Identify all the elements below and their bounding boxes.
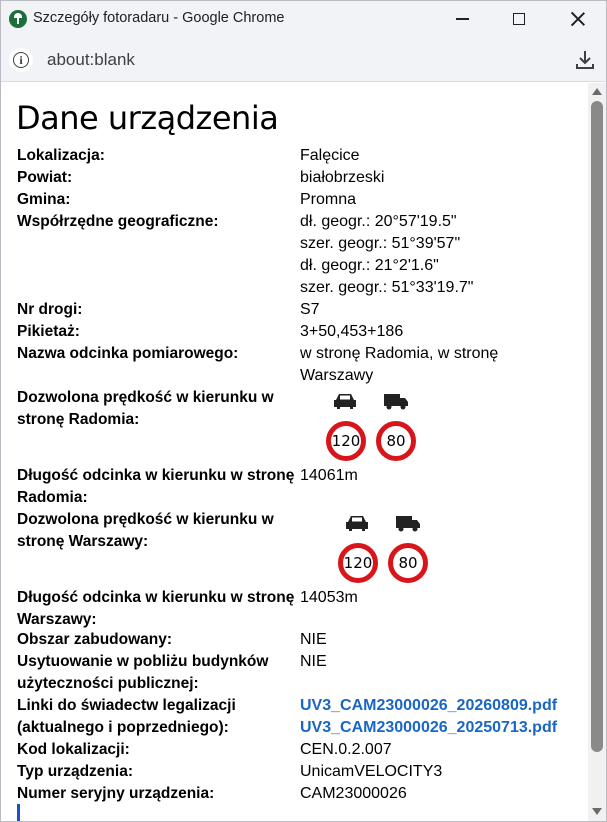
- speed-sign-truck: 80: [388, 543, 428, 583]
- car-icon: [331, 391, 359, 411]
- location-code-value: CEN.0.2.007: [300, 741, 392, 758]
- coordinates-line: szer. geogr.: 51°33'19.7": [300, 279, 474, 296]
- segment-length-radom-label: Długość odcinka w kierunku w stronę Radomia:: [17, 467, 295, 506]
- speed-limit-warsaw-label: Dozwolona prędkość w kierunku w stronę Warszawy:: [17, 511, 274, 550]
- close-button[interactable]: [553, 0, 603, 38]
- location-code-label: Kod lokalizacji:: [17, 741, 130, 758]
- speed-camera-app-icon: [9, 10, 27, 28]
- speed-sign-car: 120: [338, 543, 378, 583]
- segment-length-warsaw-value: 14053m: [300, 589, 358, 606]
- truck-icon: [394, 513, 422, 533]
- legalization-links-label: Linki do świadectw legalizacji (aktualnego i poprzedniego):: [17, 697, 236, 736]
- scroll-up-arrow-icon[interactable]: [592, 88, 602, 95]
- page-title: Dane urządzenia: [16, 99, 279, 137]
- truck-icon: [382, 391, 410, 411]
- coordinates-label: Współrzędne geograficzne:: [17, 213, 219, 230]
- speed-sign-truck: 80: [376, 421, 416, 461]
- car-icon: [343, 513, 371, 533]
- segment-name-value: w stronę Radomia, w stronę Warszawy: [300, 345, 499, 384]
- road-value: S7: [300, 301, 320, 318]
- serial-number-value: CAM23000026: [300, 785, 407, 802]
- scrollbar-thumb[interactable]: [591, 101, 603, 752]
- public-building-value: NIE: [300, 653, 327, 670]
- commune-value: Promna: [300, 191, 357, 208]
- chainage-value: 3+50,453+186: [300, 323, 404, 340]
- maximize-icon: [513, 13, 525, 25]
- minimize-button[interactable]: [437, 0, 487, 38]
- location-label: Lokalizacja:: [17, 147, 105, 164]
- segment-length-radom-value: 14061m: [300, 467, 358, 484]
- serial-number-label: Numer seryjny urządzenia:: [17, 785, 215, 802]
- built-up-area-label: Obszar zabudowany:: [17, 631, 173, 648]
- road-label: Nr drogi:: [17, 301, 83, 318]
- legalization-link-current: [300, 695, 585, 717]
- text-cursor-marker: [17, 804, 20, 822]
- built-up-area-value: NIE: [300, 631, 327, 648]
- info-icon[interactable]: i: [9, 48, 33, 72]
- scroll-down-arrow-icon[interactable]: [592, 808, 602, 815]
- device-type-label: Typ urządzenia:: [17, 763, 133, 780]
- url-field[interactable]: about:blank: [47, 50, 135, 69]
- county-label: Powiat:: [17, 169, 73, 186]
- segment-name-label: Nazwa odcinka pomiarowego:: [17, 345, 239, 362]
- public-building-label: Usytuowanie w pobliżu budynków użyteczności publicznej:: [17, 653, 269, 692]
- download-icon[interactable]: [572, 47, 598, 73]
- county-value: białobrzeski: [300, 169, 385, 186]
- chainage-label: Pikietaż:: [17, 323, 80, 340]
- legalization-link-previous-anchor[interactable]: UV3_CAM23000026_20250713.pdf: [300, 719, 558, 736]
- speed-limit-radom-label: Dozwolona prędkość w kierunku w stronę Radomia:: [17, 389, 274, 428]
- speed-sign-car: 120: [326, 421, 366, 461]
- legalization-link-current-anchor[interactable]: UV3_CAM23000026_20260809.pdf: [300, 697, 558, 714]
- segment-length-warsaw-label: Długość odcinka w kierunku w stronę Warszawy:: [17, 589, 295, 628]
- coordinates-line: dł. geogr.: 21°2'1.6": [300, 257, 439, 274]
- window-title: Szczegóły fotoradaru - Google Chrome: [33, 10, 285, 26]
- legalization-link-previous: [300, 717, 585, 739]
- device-type-value: UnicamVELOCITY3: [300, 763, 443, 780]
- speed-limit-warsaw-signs: [338, 511, 448, 581]
- commune-label: Gmina:: [17, 191, 71, 208]
- close-icon: [571, 12, 585, 26]
- location-value: Falęcice: [300, 147, 360, 164]
- minimize-icon: [456, 18, 469, 20]
- speed-limit-radom-signs: [326, 389, 436, 459]
- coordinates-line: dł. geogr.: 20°57'19.5": [300, 213, 457, 230]
- page-content: [0, 83, 588, 822]
- window-titlebar[interactable]: [0, 0, 607, 38]
- maximize-button[interactable]: [494, 0, 544, 38]
- coordinates-line: szer. geogr.: 51°39'57": [300, 235, 461, 252]
